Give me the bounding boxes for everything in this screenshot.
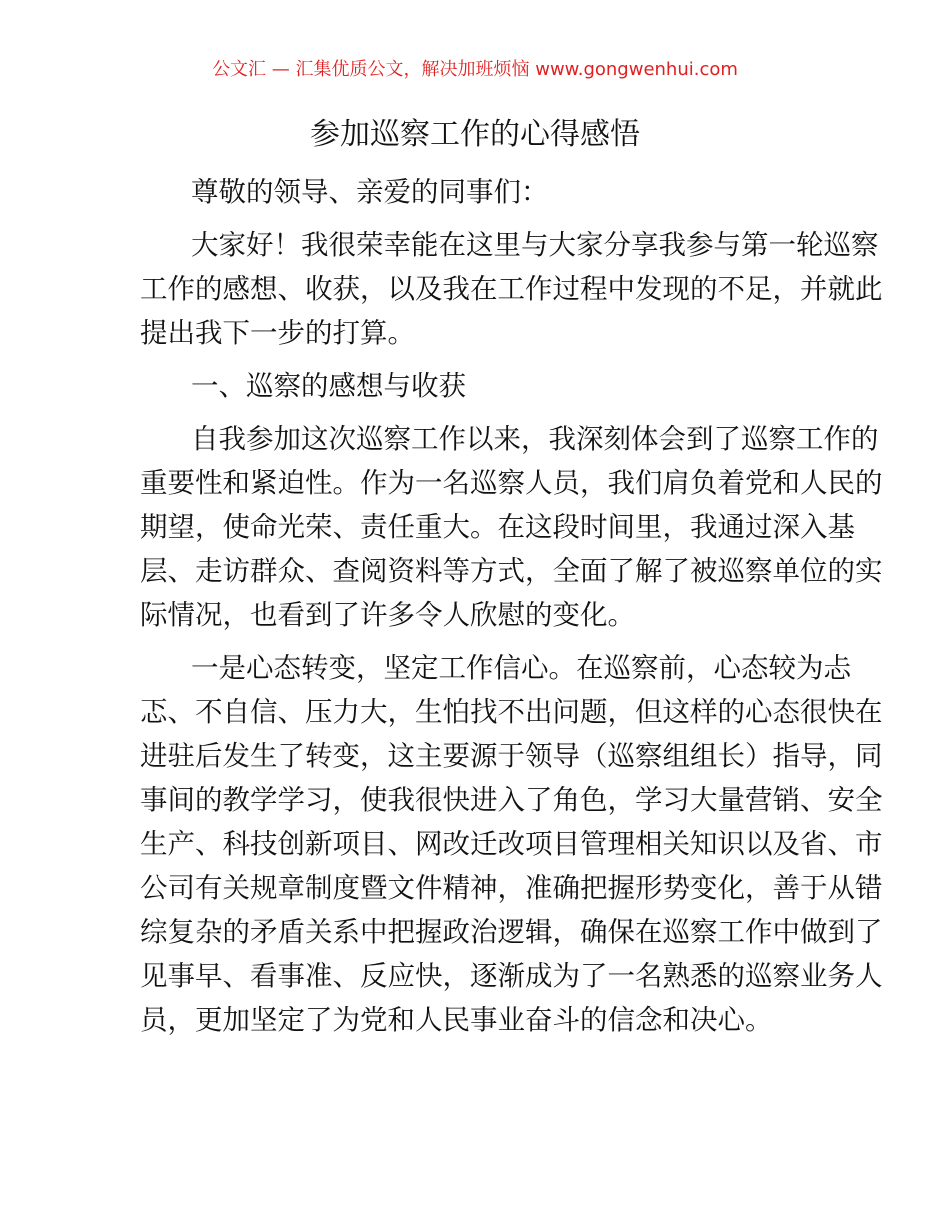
text-line: 大家好！我很荣幸能在这里与大家分享我参与第一轮巡察	[191, 229, 879, 261]
text-line: 一是心态转变，坚定工作信心。在巡察前，心态较为忐	[191, 652, 851, 684]
text-line: 忑、不自信、压力大，生怕找不出问题，但这样的心态很快在	[140, 696, 883, 728]
greeting	[140, 170, 812, 214]
intro-paragraph	[140, 223, 883, 355]
text-line: 事间的教学学习，使我很快进入了角色，学习大量营销、安全	[140, 784, 883, 816]
watermark-header: 公文汇 — 汇集优质公文，解决加班烦恼 www.gongwenhui.com	[212, 59, 738, 80]
text-line: 际情况，也看到了许多令人欣慰的变化。	[140, 599, 635, 631]
document-title: 参加巡察工作的心得感悟	[310, 117, 640, 152]
text-line: 期望，使命光荣、责任重大。在这段时间里，我通过深入基	[140, 511, 855, 543]
paragraph-impressions	[140, 417, 883, 637]
text-line: 提出我下一步的打算。	[140, 317, 415, 349]
text-line: 一、巡察的感想与收获	[191, 370, 466, 402]
text-line: 自我参加这次巡察工作以来，我深刻体会到了巡察工作的	[191, 423, 879, 455]
text-line: 层、走访群众、查阅资料等方式，全面了解了被巡察单位的实	[140, 555, 883, 587]
text-line: 重要性和紧迫性。作为一名巡察人员，我们肩负着党和人民的	[140, 467, 883, 499]
text-line: 综复杂的矛盾关系中把握政治逻辑，确保在巡察工作中做到了	[140, 916, 883, 948]
text-line: 尊敬的领导、亲爱的同事们：	[191, 176, 549, 208]
text-line: 员，更加坚定了为党和人民事业奋斗的信念和决心。	[140, 1004, 773, 1036]
text-line: 工作的感想、收获，以及我在工作过程中发现的不足，并就此	[140, 273, 883, 305]
text-line: 进驻后发生了转变，这主要源于领导（巡察组组长）指导，同	[140, 740, 883, 772]
section-heading	[140, 364, 812, 408]
paragraph-mindset	[140, 646, 883, 1042]
document-body	[140, 170, 883, 1051]
text-line: 公司有关规章制度暨文件精神，准确把握形势变化，善于从错	[140, 872, 883, 904]
text-line: 生产、科技创新项目、网改迁改项目管理相关知识以及省、市	[140, 828, 883, 860]
text-line: 见事早、看事准、反应快，逐渐成为了一名熟悉的巡察业务人	[140, 960, 883, 992]
